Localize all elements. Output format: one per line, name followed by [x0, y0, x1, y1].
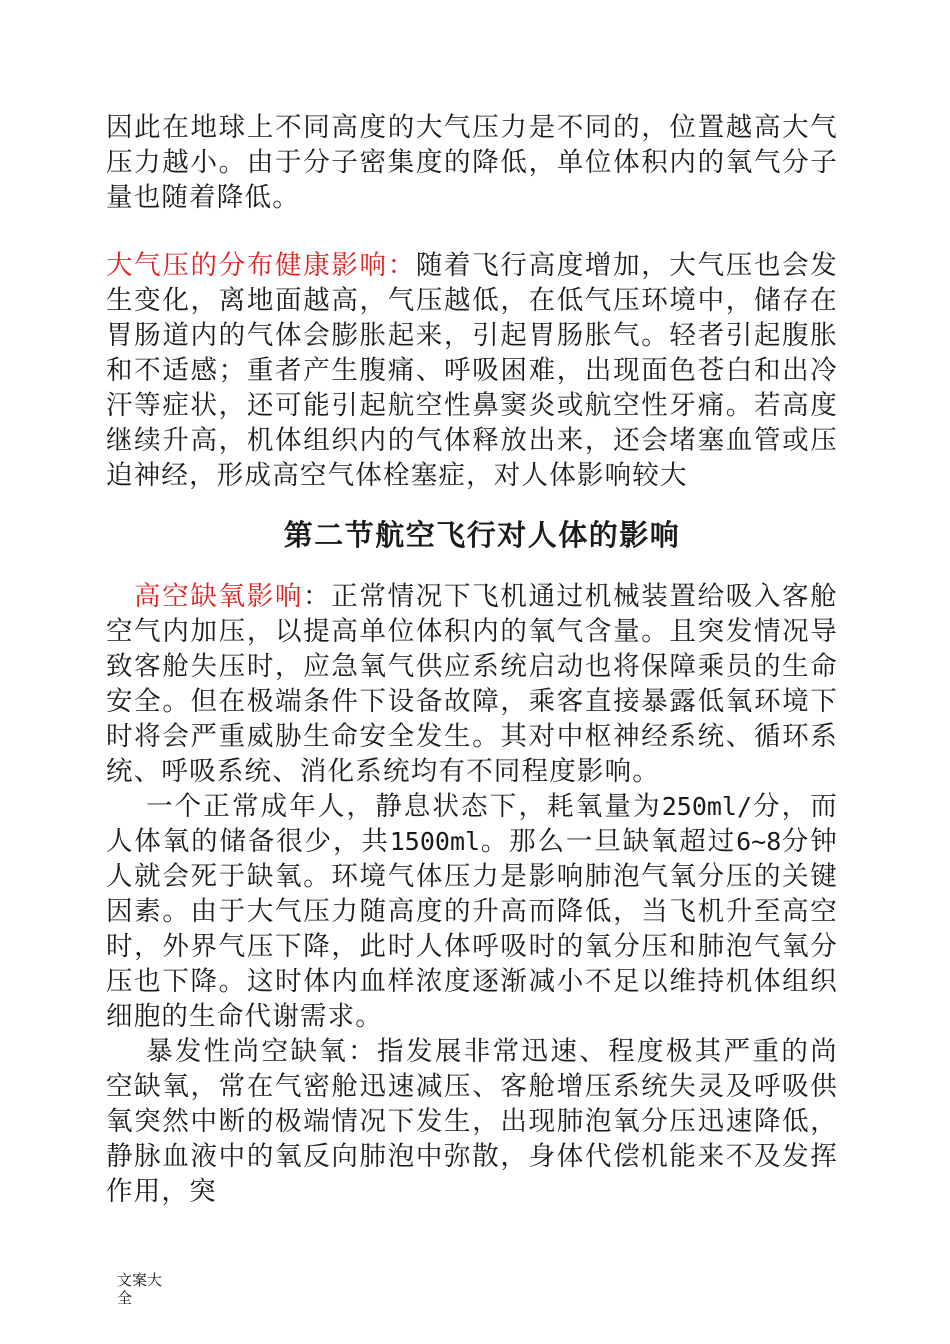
- paragraph-text: 随着飞行高度增加，大气压也会发生变化，离地面越高，气压越低，在低气压环境中，储存在胃肠道内的气体会膨胀起来，引起胃肠胀气。轻者引起腹胀和不适感；重者产生腹痛、呼吸困难，出现面色苍白和出冷汗等症状，还可能引起航空性鼻窦炎或航空性牙痛。若高度继续升高，机体组织内的气体释放出来，还会堵塞血管或压迫神经，形成高空气体栓塞症，对人体影响较大: [106, 250, 838, 491]
- paragraph-text: 一个正常成年人，静息状态下，耗氧量为: [146, 791, 662, 822]
- footer-line: 全: [117, 1289, 133, 1307]
- oxygen-rate-value: 250ml/: [661, 792, 753, 821]
- paragraph-text: ：正常情况下飞机通过机械装置给吸入客舱空气内加压，以提高单位体积内的氧气含量。且突发情况导致客舱失压时，应急氧气供应系统启动也将保障乘员的生命安全。但在极端条件下设备故障，乘客直接暴露低氧环境下时将会严重威胁生命安全发生。其对中枢神经系统、循环系统、呼吸系统、消化系统均有不同程度影响。: [106, 581, 838, 787]
- paragraph-text: 因此在地球上不同高度的大气压力是不同的，位置越高大气压力越小。由于分子密集度的降低，单位体积内的氧气分子量也随着降低。: [106, 112, 838, 213]
- paragraph-oxygen-consumption: [106, 789, 838, 1034]
- highlight-label: 高空缺氧影响: [134, 581, 304, 612]
- paragraph-pressure-health-effects: [106, 248, 838, 493]
- section-title: 第二节航空飞行对人体的影响: [283, 518, 681, 552]
- paragraph-fulminant-hypoxia: [106, 1034, 838, 1209]
- highlight-label: 大气压的分布健康影响：: [106, 250, 416, 281]
- oxygen-reserve-value: 1500ml: [389, 827, 481, 856]
- minutes-value: 6~8: [736, 827, 782, 856]
- document-body: [106, 110, 838, 1209]
- footer-line: 文案大: [117, 1271, 163, 1289]
- paragraph-text: 分，而人体氧的储备很少，共: [106, 791, 838, 857]
- page-footer: [117, 1271, 177, 1307]
- paragraph-text: 分钟人就会死于缺氧。环境气体压力是影响肺泡气氧分压的关键因素。由于大气压力随高度的升高而降低，当飞机升至高空时，外界气压下降，此时人体呼吸时的氧分压和肺泡气氧分压也下降。这时体内血样浓度逐渐减小不足以维持机体组织细胞的生命代谢需求。: [106, 826, 838, 1032]
- paragraph-hypoxia-effects: [106, 579, 838, 789]
- paragraph-text: 暴发性尚空缺氧：指发展非常迅速、程度极其严重的尚空缺氧，常在气密舱迅速减压、客舱增压系统失灵及呼吸供氧突然中断的极端情况下发生，出现肺泡氧分压迅速降低，静脉血液中的氧反向肺泡中弥散，身体代偿机能来不及发挥作用，突: [106, 1036, 838, 1207]
- paragraph-atmospheric-pressure: [106, 110, 838, 215]
- paragraph-text: 。那么一旦缺氧超过: [480, 826, 737, 857]
